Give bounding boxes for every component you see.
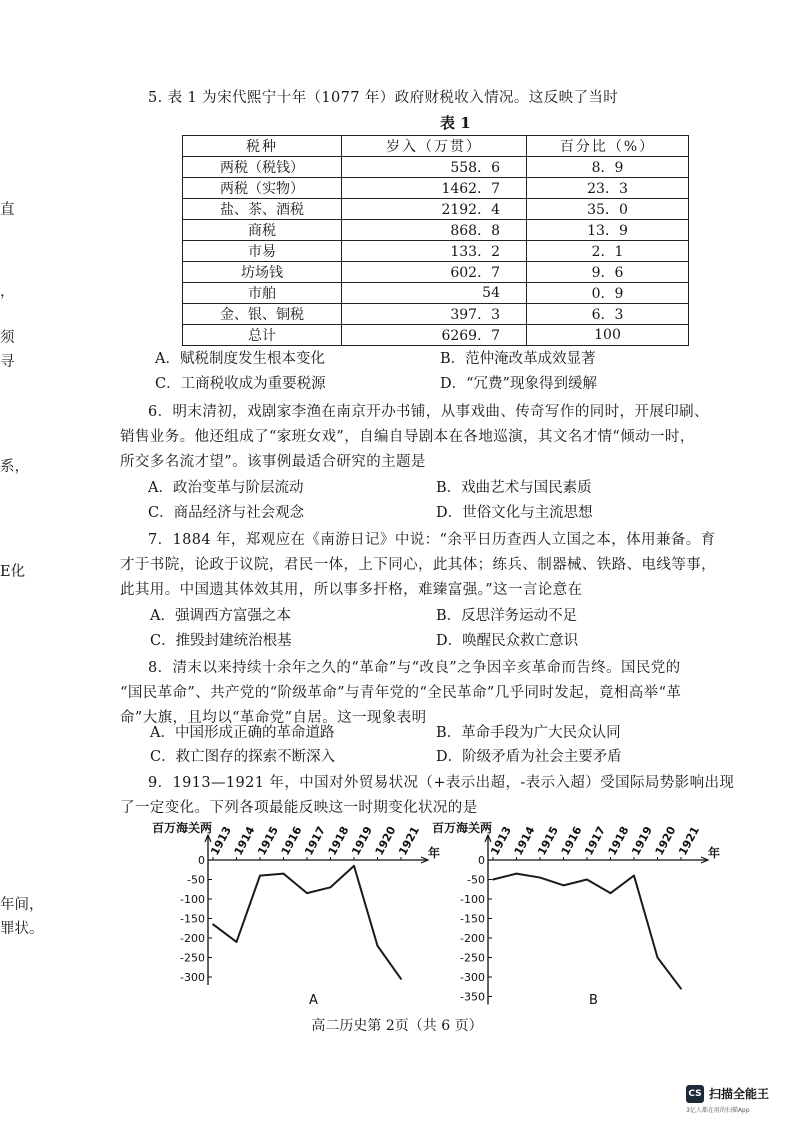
table-title: 表 1 (440, 114, 471, 132)
cell: 6．3 (527, 304, 689, 325)
x-tick-label: 1919 (349, 824, 376, 858)
trade-chart-b[interactable] (430, 818, 721, 1008)
scanner-logo-icon: CS (686, 1085, 704, 1103)
table-row (183, 304, 689, 325)
x-tick-label: 1915 (535, 824, 562, 858)
question-9-line: 9．1913—1921 年，中国对外贸易状况（+表示出超，-表示入超）受国际局势影响出现 (148, 775, 735, 791)
x-tick-label: 1914 (511, 824, 538, 858)
y-tick-label: 0 (198, 854, 205, 867)
option-d[interactable]: D．唤醒民众救亡意识 (436, 633, 579, 649)
edge-fragment: ， (0, 284, 15, 300)
data-point (657, 957, 659, 959)
cell: 盐、茶、酒税 (183, 199, 342, 220)
cell: 两税（税钱） (183, 157, 342, 178)
option-c[interactable]: C．推毁封建统治根基 (150, 633, 292, 649)
question-7-line: 7．1884 年，郑观应在《南游日记》中说：“余平日历查西人立国之本，体用兼备。育 (148, 532, 716, 548)
option-b[interactable]: B．戏曲艺术与国民素质 (436, 480, 592, 496)
question-7-line: 才于书院，论政于议院，君民一体，上下同心，此其体；练兵、制器械、铁路、电线等事， (120, 557, 716, 573)
cell: 商税 (183, 220, 342, 241)
y-tick-label: 0 (478, 854, 485, 867)
data-point (212, 923, 214, 925)
cell: 市易 (183, 241, 342, 262)
cell: 397．3 (342, 304, 527, 325)
cell: 558．6 (342, 157, 527, 178)
y-axis-label: 百万海关两 (152, 821, 213, 835)
x-tick-label: 1919 (629, 824, 656, 858)
data-point (283, 873, 285, 875)
data-point (610, 892, 612, 894)
cell: 602．7 (342, 262, 527, 283)
table-header: 税种 (183, 136, 342, 157)
x-tick-label: 1913 (488, 824, 515, 858)
y-tick-label: -350 (460, 990, 485, 1004)
y-tick-label: -200 (180, 932, 205, 945)
table-row (183, 262, 689, 283)
cell: 13．9 (527, 220, 689, 241)
question-9-line: 了一定变化。下列各项最能反映这一时期变化状况的是 (120, 800, 478, 816)
cell: 100 (527, 325, 689, 346)
data-point (539, 877, 541, 879)
table-row (183, 199, 689, 220)
option-d[interactable]: D．阶级矛盾为社会主要矛盾 (436, 749, 622, 765)
tax-table (182, 135, 689, 346)
table-header: 岁入（万贯） (342, 136, 527, 157)
scanner-brand-name: 扫描全能王 (709, 1087, 770, 1101)
option-c[interactable]: C．商品经济与社会观念 (148, 505, 305, 521)
y-tick-label: -250 (180, 951, 205, 965)
cell: 2．1 (527, 241, 689, 262)
cell: 9．6 (527, 262, 689, 283)
x-tick-label: 1920 (372, 824, 399, 858)
cell: 8．9 (527, 157, 689, 178)
data-point (236, 941, 238, 943)
option-a[interactable]: A．强调西方富强之本 (150, 608, 291, 624)
question-6-line: 6．明末清初，戏剧家李渔在南京开办书铺，从事戏曲、传奇写作的同时，开展印刷、 (148, 404, 709, 420)
scanner-brand-subtitle: 3亿人都在用的扫描App (686, 1107, 750, 1114)
data-point (492, 879, 494, 881)
data-point (586, 879, 588, 881)
edge-fragment: 直 (0, 202, 15, 218)
x-tick-label: 1914 (231, 824, 258, 858)
cell: 0．9 (527, 283, 689, 304)
question-8-line: 8．清末以来持续十余年之久的“革命”与“改良”之争因辛亥革命而告终。国民党的 (148, 660, 681, 676)
data-point (563, 884, 565, 886)
data-point (377, 945, 379, 947)
y-tick-label: -150 (460, 912, 485, 926)
edge-fragment: 寻 (0, 354, 15, 370)
question-8-line: 命”大旗，且均以“革命党”自居。这一现象表明 (120, 710, 427, 726)
cell: 1462．7 (342, 178, 527, 199)
data-point (633, 875, 635, 877)
y-tick-label: -50 (467, 873, 485, 887)
y-axis-label: 百万海关两 (432, 821, 493, 835)
cell: 市舶 (183, 283, 342, 304)
cell: 868．8 (342, 220, 527, 241)
x-tick-label: 1921 (676, 824, 703, 858)
option-b[interactable]: B．革命手段为广大民众认同 (436, 725, 621, 741)
table-row (183, 325, 689, 346)
cell: 坊场钱 (183, 262, 342, 283)
y-tick-label: -200 (460, 932, 485, 945)
series-line (213, 866, 401, 979)
y-tick-label: -300 (180, 971, 205, 984)
trade-chart-a[interactable] (150, 818, 441, 1008)
x-axis-unit-label: 年 (708, 846, 721, 860)
question-5-stem: 5. 表 1 为宋代熙宁十年（1077 年）政府财税收入情况。这反映了当时 (148, 90, 619, 106)
question-8-line: “国民革命”、共产党的“阶级革命”与青年党的“全民革命”几乎同时发起，竟相高举“革 (120, 685, 682, 701)
x-tick-label: 1916 (278, 824, 305, 858)
x-tick-label: 1921 (396, 824, 423, 858)
edge-fragment: 系， (0, 459, 29, 475)
cell: 两税（实物） (183, 178, 342, 199)
option-a[interactable]: A．中国形成正确的革命道路 (150, 725, 335, 741)
y-tick-label: -300 (460, 971, 485, 984)
table-row (183, 220, 689, 241)
edge-fragment: E化 (0, 564, 26, 580)
edge-fragment: 罪状。 (0, 921, 44, 937)
cell: 总计 (183, 325, 342, 346)
x-tick-label: 1918 (605, 824, 632, 858)
y-tick-label: -100 (180, 893, 205, 906)
table-header: 百分比（%） (527, 136, 689, 157)
y-tick-label: -100 (460, 893, 485, 906)
x-tick-label: 1920 (652, 824, 679, 858)
option-d[interactable]: D．“冗费”现象得到缓解 (440, 376, 597, 392)
option-c[interactable]: C．救亡图存的探索不断深入 (150, 749, 336, 765)
cell: 133．2 (342, 241, 527, 262)
cell: 35．0 (527, 199, 689, 220)
data-point (516, 873, 518, 875)
data-point (400, 978, 402, 980)
x-tick-label: 1917 (302, 824, 329, 858)
data-point (259, 875, 261, 877)
page-footer: 高二历史第 2页（共 6 页） (311, 1018, 483, 1034)
chart-caption: B (589, 993, 598, 1008)
chart-caption: A (309, 993, 318, 1008)
cell: 2192．4 (342, 199, 527, 220)
cell: 54 (342, 283, 527, 304)
table-row (183, 241, 689, 262)
option-b[interactable]: B．范仲淹改革成效显著 (440, 351, 596, 367)
data-point (353, 865, 355, 867)
table-row (183, 283, 689, 304)
option-d[interactable]: D．世俗文化与主流思想 (436, 505, 593, 521)
x-tick-label: 1916 (558, 824, 585, 858)
table-header-row (183, 136, 689, 157)
option-b[interactable]: B．反思洋务运动不足 (436, 608, 578, 624)
x-tick-label: 1918 (325, 824, 352, 858)
table-row (183, 157, 689, 178)
cell: 6269．7 (342, 325, 527, 346)
x-tick-label: 1917 (582, 824, 609, 858)
cell: 23．3 (527, 178, 689, 199)
y-tick-label: -50 (187, 873, 205, 887)
x-tick-label: 1915 (255, 824, 282, 858)
data-point (680, 988, 682, 990)
data-point (306, 892, 308, 894)
question-6-line: 销售业务。他还组成了“家班女戏”，自编自导剧本在各地巡演，其文名才情“倾动一时， (120, 429, 695, 445)
question-7-line: 此其用。中国遗其体效其用，所以事多扞格，难臻富强。”这一言论意在 (120, 582, 583, 598)
cell: 金、银、铜税 (183, 304, 342, 325)
option-a[interactable]: A．赋税制度发生根本变化 (155, 351, 325, 367)
table-row (183, 178, 689, 199)
y-tick-label: -150 (180, 912, 205, 926)
y-tick-label: -250 (460, 951, 485, 965)
question-6-line: 所交多名流才望”。该事例最适合研究的主题是 (120, 454, 426, 470)
option-c[interactable]: C．工商税收成为重要税源 (155, 376, 326, 392)
edge-fragment: 须 (0, 330, 15, 346)
series-line (493, 874, 681, 989)
x-axis-unit-label: 年 (428, 846, 441, 860)
x-tick-label: 1913 (208, 824, 235, 858)
option-a[interactable]: A．政治变革与阶层流动 (148, 480, 304, 496)
data-point (330, 886, 332, 888)
edge-fragment: 年间， (0, 897, 44, 913)
